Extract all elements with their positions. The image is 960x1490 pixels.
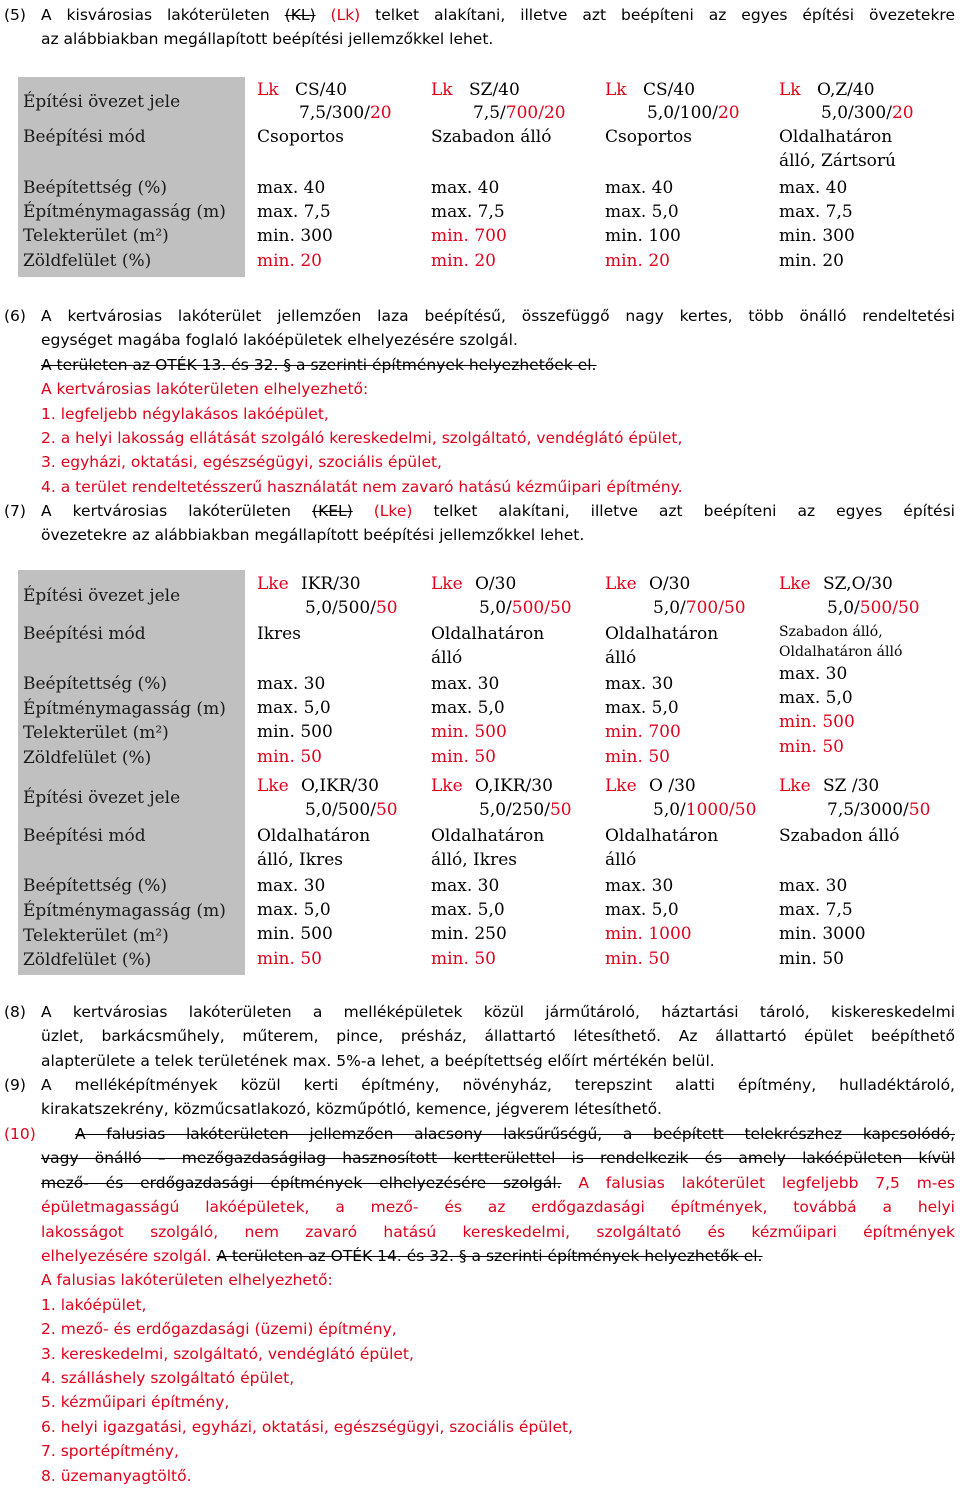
building-mode-cont: álló, Zártsorú	[779, 151, 896, 171]
zone-parameters-changed: 20	[369, 103, 392, 123]
paragraph-body	[41, 304, 955, 499]
height-value: max. 5,0	[779, 688, 853, 708]
building-mode: Szabadon álló	[779, 826, 900, 846]
zone-parameters-changed: 700/50	[685, 598, 746, 618]
zone-parameters-base: 5,0/	[653, 598, 686, 618]
label-column	[18, 570, 247, 975]
paragraph-body	[41, 3, 955, 52]
label-mode: Beépítési mód	[23, 127, 146, 147]
plot-value: min. 500	[257, 924, 333, 944]
paragraph-line: az alábbiakban megállapított beépítési jellemzőkkel lehet.	[41, 30, 494, 49]
zone-prefix: Lk	[257, 80, 279, 100]
zone-parameters	[821, 103, 914, 123]
inserted-text: (Lk)	[315, 6, 361, 24]
building-mode-cont: álló	[431, 648, 463, 668]
zone-parameters-changed: 50	[908, 800, 931, 820]
label-plot: Telekterület (m²)	[23, 723, 169, 743]
coverage-value: max. 40	[431, 178, 500, 198]
building-mode: Csoportos	[605, 127, 693, 147]
zone-code: SZ/40	[469, 80, 520, 100]
zone-parameters	[653, 598, 746, 618]
inserted-text: (Lke)	[352, 502, 413, 520]
coverage-value: max. 30	[431, 674, 500, 694]
list-item: 2. mező- és erdőgazdasági (üzemi) építmény,	[41, 1320, 397, 1339]
zone-parameters-changed: 20	[891, 103, 914, 123]
height-value: max. 5,0	[431, 698, 505, 718]
green-value: min. 20	[605, 251, 670, 271]
paragraph-body	[41, 499, 955, 548]
list-item: 1. legfeljebb négylakásos lakóépület,	[41, 404, 329, 423]
label-zone: Építési övezet jele	[23, 586, 181, 606]
paragraph-line: A kertvárosias lakóterület jellemzően laza beépítésű, összefüggő nagy kertes, több önálló rendeltetési	[41, 307, 955, 325]
zone-parameters	[305, 800, 398, 820]
list-item: 3. kereskedelmi, szolgáltató, vendéglátó épület,	[41, 1344, 414, 1363]
paragraph-line	[41, 499, 955, 523]
green-value: min. 50	[779, 949, 844, 969]
text-run: telket alakítani, illetve azt beépíteni az egyes építési	[412, 502, 955, 520]
struck-text: mező- és erdőgazdasági építmények elhelyezésére szolgál.	[41, 1173, 562, 1192]
paragraph-number: (8)	[4, 1003, 26, 1021]
zone-parameters-base: 7,5/3000/	[827, 800, 909, 820]
building-mode-cont: álló, Ikres	[431, 850, 517, 870]
zone-parameters-base: 5,0/	[479, 598, 512, 618]
zone-code: O /30	[649, 776, 696, 796]
paragraph-body	[41, 1122, 955, 1488]
plot-value: min. 1000	[605, 924, 692, 944]
list-item: 6. helyi igazgatási, egyházi, oktatási, egészségügyi, szociális épület,	[41, 1417, 573, 1436]
label-mode: Beépítési mód	[23, 826, 146, 846]
inserted-text: épületmagasságú lakóépületek, a mező- és az erdőgazdasági építmények, továbbá a helyi	[41, 1198, 955, 1217]
list-item: 7. sportépítmény,	[41, 1442, 179, 1461]
zone-prefix: Lke	[605, 776, 637, 796]
green-value: min. 50	[431, 949, 496, 969]
zone-prefix: Lke	[605, 574, 637, 594]
plot-value: min. 500	[257, 722, 333, 742]
height-value: max. 7,5	[779, 900, 853, 920]
label-height: Építménymagasság (m)	[23, 202, 226, 222]
list-item: 3. egyházi, oktatási, egészségügyi, szociális épület,	[41, 453, 442, 472]
height-value: max. 5,0	[257, 900, 331, 920]
zone-parameters-base: 7,5/	[473, 103, 506, 123]
zone-prefix: Lke	[779, 776, 811, 796]
zone-prefix: Lk	[431, 80, 453, 100]
paragraph-line: alapterülete a telek területének max. 5%-a lehet, a beépítettség előírt mértékén belül.	[41, 1051, 715, 1070]
paragraph-10	[0, 1122, 955, 1487]
plot-value: min. 3000	[779, 924, 866, 944]
green-value: min. 50	[257, 747, 322, 767]
zone-parameters-changed: 50	[375, 800, 398, 820]
zone-code: O,IKR/30	[301, 776, 379, 796]
label-green: Zöldfelület (%)	[23, 251, 152, 271]
plot-value: min. 100	[605, 226, 681, 246]
struck-text: A falusias lakóterületen jellemzően alacsony laksűrűségű, a beépített telekrészhez kapcsolódó,	[75, 1125, 955, 1143]
list-item: 1. lakóépület,	[41, 1295, 147, 1314]
zone-parameters	[647, 103, 740, 123]
height-value: max. 7,5	[431, 202, 505, 222]
zone-code: SZ /30	[823, 776, 880, 796]
text-run: A kertvárosias lakóterületen	[41, 502, 313, 520]
zone-code: IKR/30	[301, 574, 361, 594]
zone-prefix: Lke	[257, 776, 289, 796]
list-item: 4. szálláshely szolgáltató épület,	[41, 1369, 295, 1388]
paragraph-number: (10)	[4, 1125, 36, 1143]
label-zone: Építési övezet jele	[23, 92, 181, 112]
zone-parameters	[827, 800, 930, 820]
paragraph-line: A melléképítmények közül kerti építmény, növényház, terepszint alatti építmény, hulladéktároló,	[41, 1076, 955, 1094]
list-title: A falusias lakóterületen elhelyezhető:	[41, 1271, 333, 1290]
list-title: A kertvárosias lakóterületen elhelyezhető:	[41, 380, 369, 399]
zone-parameters-base: 5,0/100/	[647, 103, 718, 123]
label-plot: Telekterület (m²)	[23, 926, 169, 946]
building-mode: Szabadon álló	[431, 127, 552, 147]
plot-value: min. 250	[431, 924, 507, 944]
zone-parameters-base: 5,0/300/	[821, 103, 892, 123]
zone-parameters-base: 5,0/500/	[305, 800, 376, 820]
zone-prefix: Lke	[431, 776, 463, 796]
zone-parameters	[827, 598, 920, 618]
green-value: min. 50	[431, 747, 496, 767]
zone-prefix: Lke	[257, 574, 289, 594]
building-mode-cont: álló	[605, 850, 637, 870]
green-value: min. 50	[257, 949, 322, 969]
coverage-value: max. 40	[779, 178, 848, 198]
height-value: max. 5,0	[605, 202, 679, 222]
text-run: A kisvárosias lakóterületen	[41, 6, 285, 24]
zone-parameters-base: 5,0/500/	[305, 598, 376, 618]
zone-parameters-changed: 700/20	[505, 103, 566, 123]
zone-parameters-base: 5,0/250/	[479, 800, 550, 820]
paragraph-body	[41, 1073, 955, 1122]
label-zone: Építési övezet jele	[23, 788, 181, 808]
coverage-value: max. 40	[605, 178, 674, 198]
label-coverage: Beépítettség (%)	[23, 674, 167, 694]
label-green: Zöldfelület (%)	[23, 748, 152, 768]
building-mode: Oldalhatáron	[257, 826, 371, 846]
zone-code: O,IKR/30	[475, 776, 553, 796]
paragraph-line: üzlet, barkácsműhely, műterem, pince, présház, állattartó létesíthető. Az állattartó épület beépíthető	[41, 1027, 955, 1046]
building-mode: Oldalhatáron	[431, 624, 545, 644]
zone-parameters-changed: 1000/50	[685, 800, 757, 820]
paragraph-line: kirakatszekrény, közműcsatlakozó, közműpótló, kemence, jégverem létesíthető.	[41, 1100, 662, 1119]
coverage-value: max. 30	[779, 664, 848, 684]
struck-text: (KEL)	[312, 502, 353, 520]
label-column	[18, 77, 247, 277]
inserted-text: A falusias lakóterület legfeljebb 7,5 m-es	[561, 1173, 956, 1192]
building-mode-cont: álló	[605, 648, 637, 668]
list-item: 4. a terület rendeltetésszerű használatát nem zavaró hatású kézműipari építmény.	[41, 477, 683, 496]
zone-parameters-changed: 50	[549, 800, 572, 820]
plot-value: min. 700	[431, 226, 507, 246]
building-mode: Csoportos	[257, 127, 345, 147]
zone-prefix: Lke	[779, 574, 811, 594]
zone-code: SZ,O/30	[823, 574, 893, 594]
zone-prefix: Lke	[431, 574, 463, 594]
building-mode: Oldalhatáron	[431, 826, 545, 846]
paragraph-7	[0, 499, 955, 549]
plot-value: min. 500	[779, 712, 855, 732]
zone-parameters	[479, 800, 572, 820]
green-value: min. 50	[605, 747, 670, 767]
building-mode: Ikres	[257, 624, 301, 644]
coverage-value: max. 30	[779, 876, 848, 896]
height-value: max. 5,0	[257, 698, 331, 718]
zone-code: CS/40	[295, 80, 348, 100]
paragraph-number: (9)	[4, 1076, 26, 1094]
list-item: 2. a helyi lakosság ellátását szolgáló kereskedelmi, szolgáltató, vendéglátó épület,	[41, 429, 683, 448]
inserted-text: lakosságot szolgáló, nem zavaró hatású kereskedelmi, szolgáltató és kézműipari építmények	[41, 1222, 955, 1241]
label-mode: Beépítési mód	[23, 624, 146, 644]
height-value: max. 7,5	[779, 202, 853, 222]
text-run: telket alakítani, illetve azt beépíteni az egyes építési övezetekre	[360, 6, 955, 24]
plot-value: min. 300	[779, 226, 855, 246]
zone-code: O,Z/40	[817, 80, 875, 100]
label-coverage: Beépítettség (%)	[23, 178, 167, 198]
building-mode: Oldalhatáron	[779, 127, 893, 147]
zone-code: O/30	[649, 574, 691, 594]
label-green: Zöldfelület (%)	[23, 950, 152, 970]
label-height: Építménymagasság (m)	[23, 699, 226, 719]
height-value: max. 5,0	[605, 900, 679, 920]
paragraph-body	[41, 1000, 955, 1073]
building-mode: Szabadon álló,	[779, 624, 883, 640]
paragraph-line: egységet magába foglaló lakóépületek elhelyezésére szolgál.	[41, 331, 518, 350]
list-item: 5. kézműipari építmény,	[41, 1393, 230, 1412]
plot-value: min. 500	[431, 722, 507, 742]
paragraph-number: (6)	[4, 307, 26, 325]
coverage-value: max. 40	[257, 178, 326, 198]
label-coverage: Beépítettség (%)	[23, 876, 167, 896]
zone-prefix: Lk	[779, 80, 801, 100]
list-item: 8. üzemanyagtöltő.	[41, 1466, 192, 1485]
struck-text: vagy önálló – mezőgazdaságilag hasznosított kertterülettel is rendelkezik és amely lakóépületen kívül	[41, 1149, 955, 1168]
zone-parameters	[653, 800, 756, 820]
green-value: min. 50	[779, 737, 844, 757]
zone-code: O/30	[475, 574, 517, 594]
zone-parameters-base: 5,0/	[653, 800, 686, 820]
zone-parameters-changed: 500/50	[511, 598, 572, 618]
label-height: Építménymagasság (m)	[23, 901, 226, 921]
plot-value: min. 300	[257, 226, 333, 246]
paragraph-line	[41, 1244, 955, 1268]
zone-parameters	[305, 598, 398, 618]
struck-text: A területen az OTÉK 13. és 32. § a szerinti építmények helyezhetőek el.	[41, 355, 597, 374]
zone-code: CS/40	[643, 80, 696, 100]
paragraph-6	[0, 304, 955, 504]
paragraph-number: (7)	[4, 502, 26, 520]
green-value: min. 20	[431, 251, 496, 271]
zone-prefix: Lk	[605, 80, 627, 100]
zone-table-lke	[18, 570, 938, 975]
height-value: max. 5,0	[431, 900, 505, 920]
coverage-value: max. 30	[431, 876, 500, 896]
building-mode-cont: Oldalhatáron álló	[779, 644, 903, 660]
green-value: min. 20	[779, 251, 844, 271]
green-value: min. 50	[605, 949, 670, 969]
struck-text: (KL)	[284, 6, 316, 24]
coverage-value: max. 30	[605, 876, 674, 896]
height-value: max. 7,5	[257, 202, 331, 222]
green-value: min. 20	[257, 251, 322, 271]
zone-parameters	[479, 598, 572, 618]
paragraph-5	[0, 3, 955, 53]
paragraph-8	[0, 1000, 955, 1075]
plot-value: min. 700	[605, 722, 681, 742]
zone-parameters	[299, 103, 392, 123]
zone-parameters-changed: 20	[717, 103, 740, 123]
zone-parameters-base: 5,0/	[827, 598, 860, 618]
zone-parameters-changed: 500/50	[859, 598, 920, 618]
paragraph-line	[41, 1171, 955, 1195]
zone-parameters-changed: 50	[375, 598, 398, 618]
paragraph-number: (5)	[4, 6, 26, 24]
zone-parameters	[473, 103, 566, 123]
paragraph-9	[0, 1073, 955, 1123]
coverage-value: max. 30	[257, 674, 326, 694]
zone-parameters-base: 7,5/300/	[299, 103, 370, 123]
coverage-value: max. 30	[605, 674, 674, 694]
paragraph-line: A kertvárosias lakóterületen a melléképületek közül járműtároló, háztartási tároló, kiskereskedelmi	[41, 1003, 955, 1021]
height-value: max. 5,0	[605, 698, 679, 718]
paragraph-line	[41, 3, 955, 27]
coverage-value: max. 30	[257, 876, 326, 896]
building-mode: Oldalhatáron	[605, 624, 719, 644]
building-mode: Oldalhatáron	[605, 826, 719, 846]
inserted-text: elhelyezésére szolgál.	[41, 1247, 212, 1266]
struck-text: A területen az OTÉK 14. és 32. § a szerinti építmények helyezhetők el.	[216, 1247, 763, 1266]
label-plot: Telekterület (m²)	[23, 226, 169, 246]
building-mode-cont: álló, Ikres	[257, 850, 343, 870]
paragraph-line: övezetekre az alábbiakban megállapított beépítési jellemzőkkel lehet.	[41, 526, 585, 545]
zone-table-lk	[18, 77, 938, 277]
